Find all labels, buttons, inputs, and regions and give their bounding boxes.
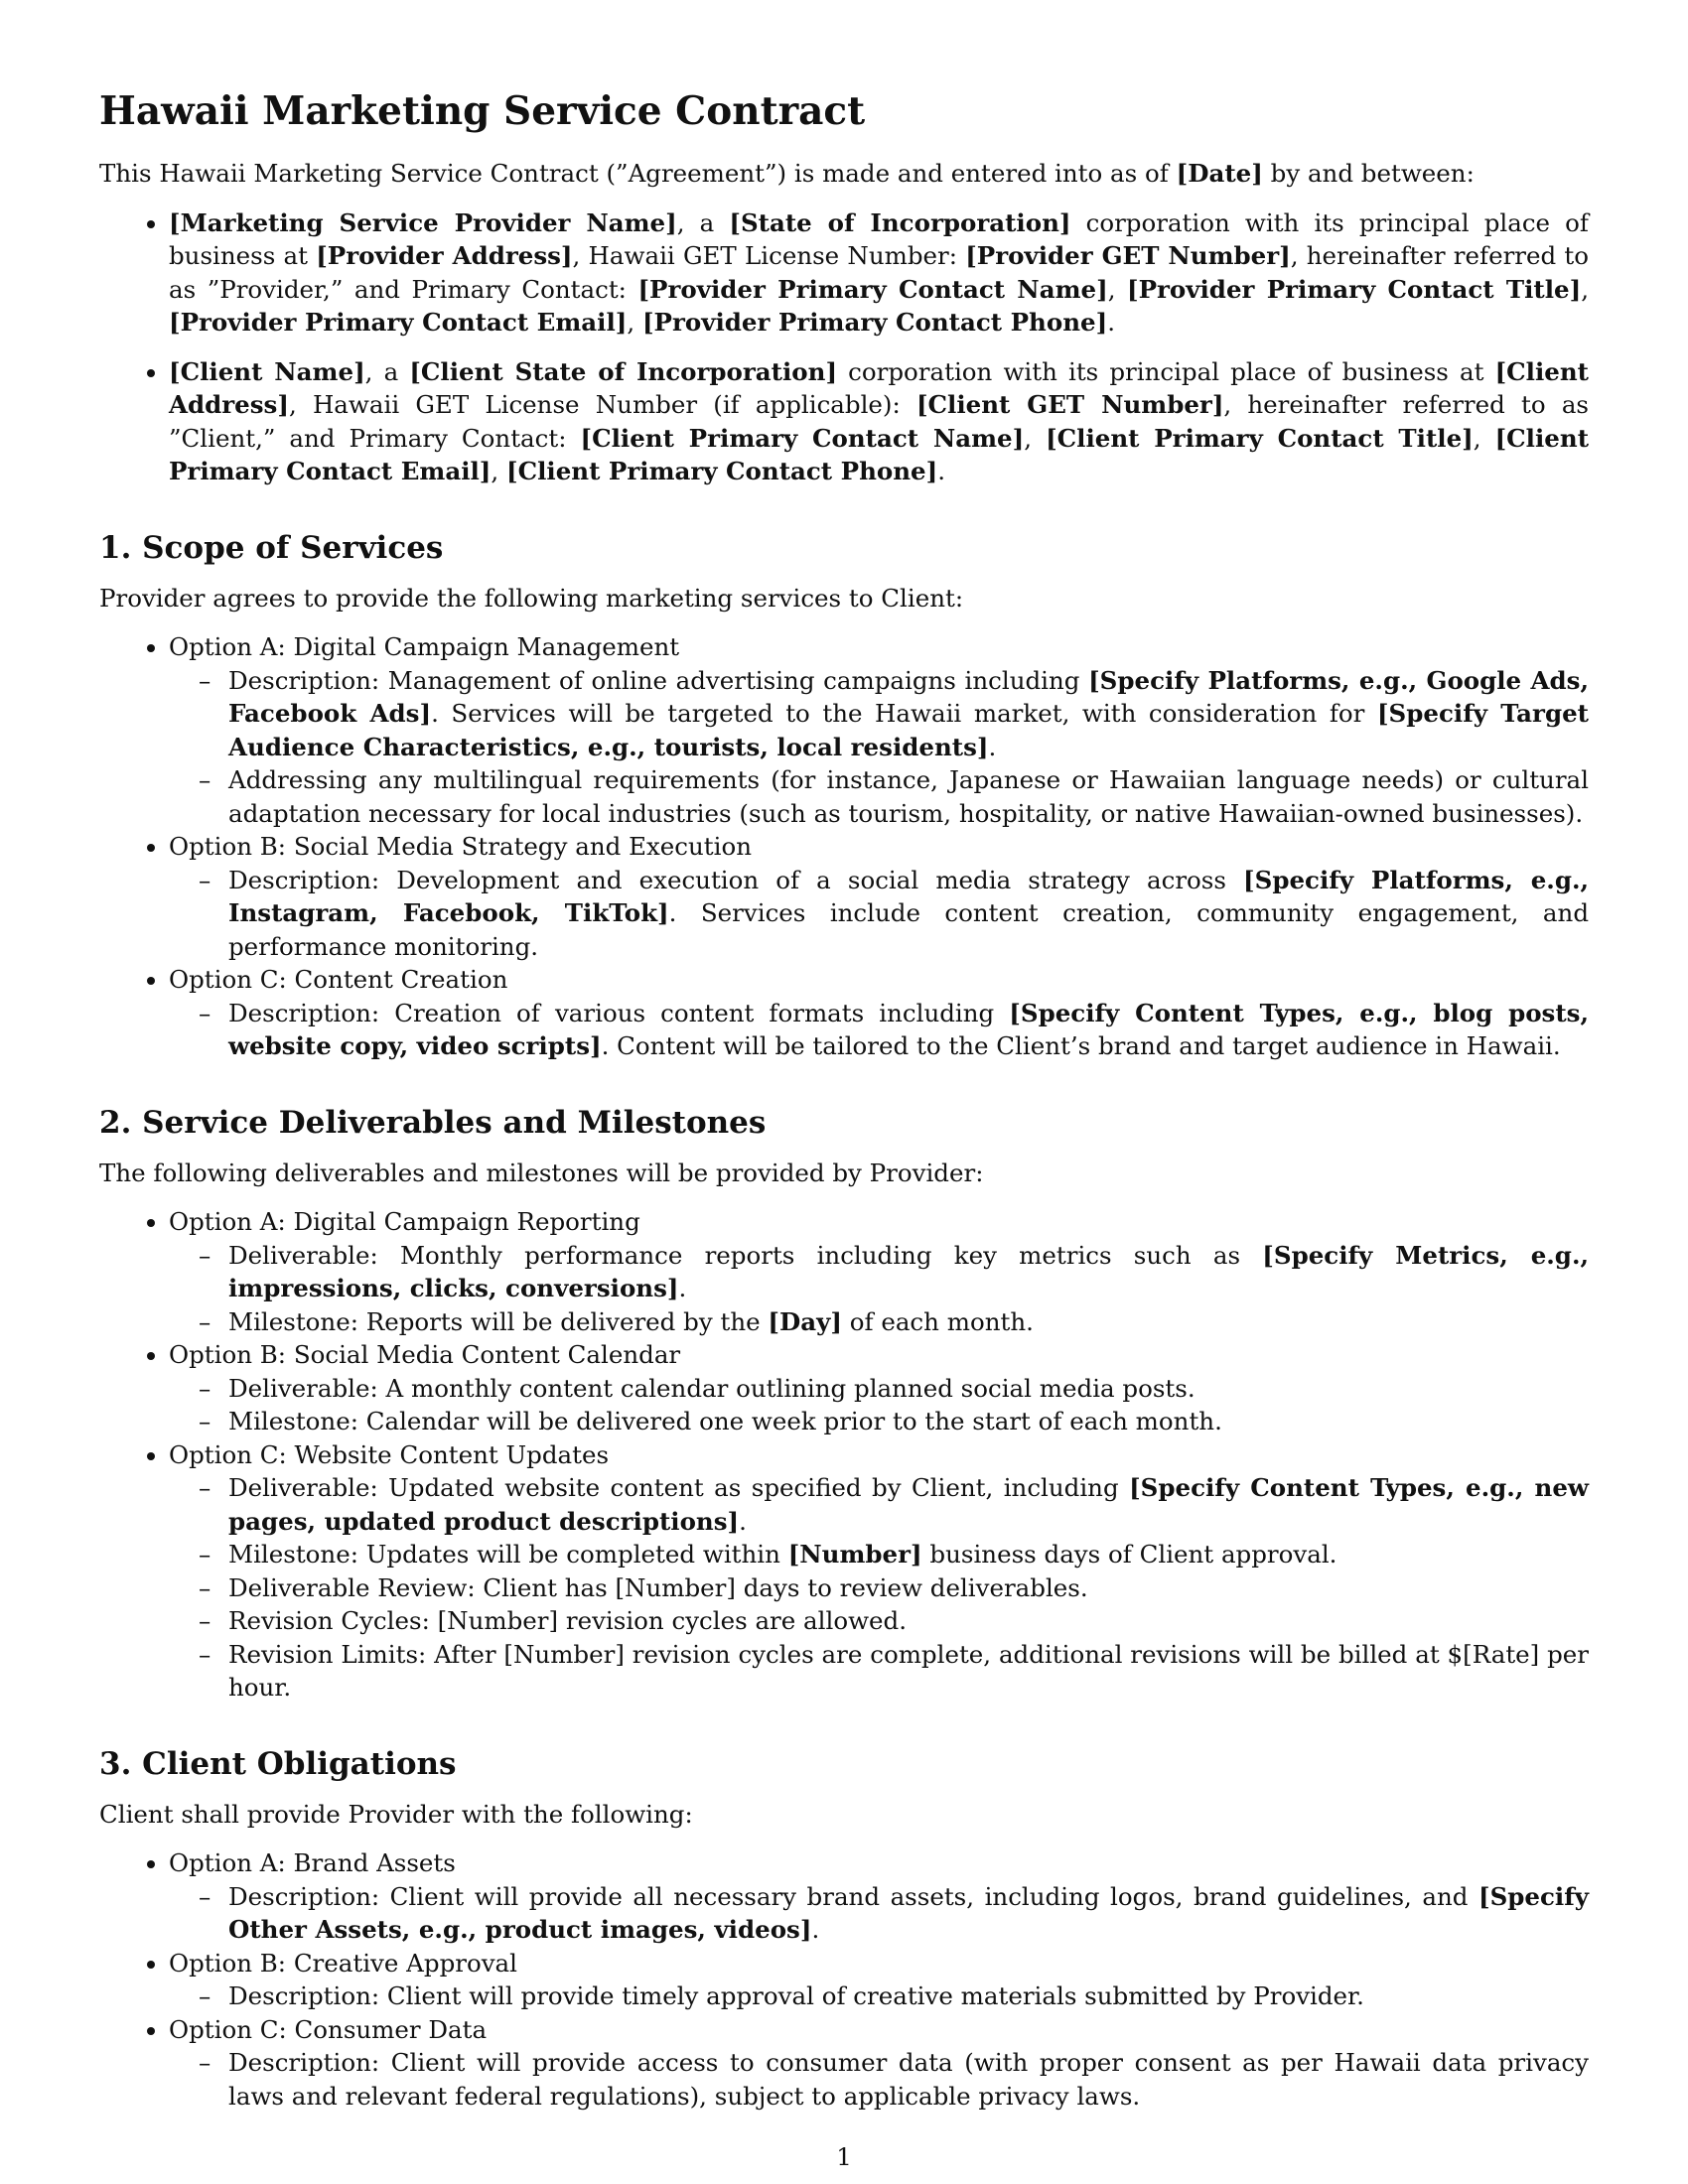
party-text: , <box>491 457 506 485</box>
section-lead: Client shall provide Provider with the following: <box>99 1799 693 1829</box>
sub-list <box>169 1239 1589 1339</box>
party-text: , hereinafter referred to as ”Provider,” and Primary Contact: <box>169 241 1589 304</box>
party-text: , a <box>676 207 730 237</box>
sub-list-item: – Deliverable: A monthly content calendar outlining planned social media posts. <box>228 1372 1589 1406</box>
item-text: Milestone: Reports will be delivered by the <box>228 1306 769 1336</box>
item-text: Description: Client will provide all necessary brand assets, including logos, brand guidelines, and <box>228 1881 1478 1911</box>
placeholder: [Provider Primary Contact Email] <box>169 308 628 337</box>
deliverables-options-list <box>99 1205 1589 1705</box>
sub-list-item <box>228 664 1589 764</box>
party-text: corporation with its principal place of business at <box>169 207 1589 270</box>
sub-list-item <box>228 864 1589 964</box>
placeholder: [Day] <box>768 1306 842 1336</box>
sub-list <box>169 864 1589 964</box>
sub-list-item: – Description: Client will provide timely approval of creative materials submitted by Provider. <box>228 1979 1589 2013</box>
option-label: Option B: Creative Approval <box>169 1948 517 1978</box>
sub-list <box>169 1880 1589 1947</box>
placeholder: [Specify Platforms, e.g., Google Ads, Facebook Ads] <box>228 665 1589 728</box>
list-item <box>169 1438 1589 1705</box>
party-text: . <box>937 457 946 485</box>
party-text: , <box>627 308 642 337</box>
item-text: . <box>811 1915 820 1944</box>
sub-list-item <box>228 1471 1589 1538</box>
document-title: Hawaii Marketing Service Contract <box>99 88 866 134</box>
item-text: . <box>988 732 997 761</box>
party-text: , <box>1107 274 1127 304</box>
option-label: Option C: Website Content Updates <box>169 1439 610 1469</box>
item-text: Description: Management of online advertising campaigns including <box>228 665 1089 695</box>
provider-party <box>169 206 1589 340</box>
sub-list <box>169 997 1589 1063</box>
placeholder: [Client Address] <box>169 356 1590 419</box>
item-text: Deliverable: Monthly performance reports including key metrics such as <box>228 1240 1263 1270</box>
option-label: Option B: Social Media Strategy and Execution <box>169 832 753 861</box>
client-party <box>169 355 1589 488</box>
list-item <box>169 830 1589 963</box>
item-text: . Content will be tailored to the Client’s brand and target audience in Hawaii. <box>601 1031 1561 1060</box>
placeholder: [Provider GET Number] <box>965 241 1291 270</box>
item-text: . Services will be targeted to the Hawaii market, with consideration for <box>431 699 1377 728</box>
sub-list-item <box>228 1305 1589 1339</box>
sub-list-item <box>228 997 1589 1063</box>
list-item <box>169 1846 1589 1947</box>
option-label: Option A: Digital Campaign Reporting <box>169 1207 640 1236</box>
sub-list <box>169 1471 1589 1705</box>
placeholder: [Specify Content Types, e.g., blog posts, website copy, video scripts] <box>228 998 1589 1060</box>
sub-list-item <box>228 1538 1589 1571</box>
placeholder: [Client Primary Contact Email] <box>169 423 1590 485</box>
sub-list-item: – Deliverable Review: Client has [Number] days to review deliverables. <box>228 1571 1589 1605</box>
item-text: of each month. <box>841 1306 1034 1336</box>
item-text: . <box>678 1274 687 1302</box>
party-text: , Hawaii GET License Number: <box>572 241 966 270</box>
date-placeholder: [Date] <box>1176 159 1263 188</box>
option-label: Option A: Digital Campaign Management <box>169 632 680 661</box>
item-text: Deliverable: Updated website content as specified by Client, including <box>228 1473 1130 1502</box>
sub-list-item: – Addressing any multilingual requirements (for instance, Japanese or Hawaiian language needs) or cultural adaptation necessary for local industries (such as tourism, hospitality, or native Hawaiian-owned businesses). <box>228 763 1589 830</box>
section-lead: Provider agrees to provide the following marketing services to Client: <box>99 583 964 613</box>
sub-list-item: – Milestone: Calendar will be delivered one week prior to the start of each month. <box>228 1405 1589 1438</box>
intro-text: This Hawaii Marketing Service Contract (”Agreement”) is made and entered into as of <box>99 159 1177 188</box>
list-item <box>169 1947 1589 2013</box>
placeholder: [Client Name] <box>169 356 365 386</box>
placeholder: [Provider Primary Contact Title] <box>1127 274 1582 304</box>
list-item <box>169 963 1589 1063</box>
placeholder: [Specify Metrics, e.g., impressions, clicks, conversions] <box>228 1240 1590 1302</box>
party-text: , <box>1024 423 1047 453</box>
intro-paragraph <box>99 157 1589 191</box>
item-text: business days of Client approval. <box>921 1540 1337 1569</box>
placeholder: [Client Primary Contact Name] <box>580 423 1025 453</box>
placeholder: [Client Primary Contact Title] <box>1046 423 1474 453</box>
option-label: Option C: Consumer Data <box>169 2014 488 2044</box>
party-text: , hereinafter referred to as ”Client,” and Primary Contact: <box>169 390 1589 453</box>
placeholder: [Specify Platforms, e.g., Instagram, Facebook, TikTok] <box>228 865 1590 927</box>
list-item <box>169 630 1589 830</box>
section-heading-obligations: 3. Client Obligations <box>99 1745 457 1782</box>
placeholder: [Provider Address] <box>316 241 573 270</box>
item-text: Description: Development and execution of a social media strategy across <box>228 865 1244 894</box>
placeholder: [State of Incorporation] <box>729 207 1071 237</box>
party-text: , a <box>364 356 410 386</box>
placeholder: [Provider Primary Contact Name] <box>637 274 1108 304</box>
obligations-options-list <box>99 1846 1589 2113</box>
sub-list <box>169 2046 1589 2113</box>
item-text: Milestone: Updates will be completed within <box>228 1540 788 1569</box>
sub-list-item: – Revision Limits: After [Number] revision cycles are complete, additional revisions will be billed at $[Rate] per hour. <box>228 1638 1589 1705</box>
list-item <box>169 2013 1589 2114</box>
option-label: Option A: Brand Assets <box>169 1848 456 1877</box>
sub-list-item <box>228 1239 1589 1305</box>
placeholder: [Client GET Number] <box>915 390 1224 419</box>
placeholder: [Specify Other Assets, e.g., product images, videos] <box>228 1881 1589 1944</box>
sub-list-item: – Description: Client will provide access to consumer data (with proper consent as per Hawaii data privacy laws and relevant federal regulations), subject to applicable privacy laws. <box>228 2046 1589 2113</box>
sub-list <box>169 664 1589 831</box>
party-text: . <box>1107 308 1116 337</box>
placeholder: [Specify Content Types, e.g., new pages, updated product descriptions] <box>228 1473 1589 1536</box>
placeholder: [Client State of Incorporation] <box>409 356 838 386</box>
section-lead: The following deliverables and milestones will be provided by Provider: <box>99 1158 984 1187</box>
intro-text: by and between: <box>1262 159 1475 188</box>
item-text: Description: Creation of various content formats including <box>228 998 1010 1027</box>
party-text: , <box>1473 423 1495 453</box>
option-label: Option C: Content Creation <box>169 965 508 994</box>
page-number: 1 <box>836 2142 852 2171</box>
placeholder: [Number] <box>787 1540 922 1569</box>
party-text: corporation with its principal place of business at <box>837 356 1495 386</box>
placeholder: [Client Primary Contact Phone] <box>505 457 938 485</box>
sub-list <box>169 1372 1589 1438</box>
parties-list <box>99 206 1589 488</box>
list-item <box>169 1205 1589 1338</box>
list-item <box>169 1338 1589 1438</box>
sub-list-item: – Revision Cycles: [Number] revision cycles are allowed. <box>228 1604 1589 1638</box>
scope-options-list <box>99 630 1589 1063</box>
party-text: , <box>1581 274 1589 304</box>
item-text: . Services include content creation, community engagement, and performance monitoring. <box>228 898 1590 961</box>
section-heading-deliverables: 2. Service Deliverables and Milestones <box>99 1104 767 1141</box>
placeholder: [Provider Primary Contact Phone] <box>641 308 1108 337</box>
party-text: , Hawaii GET License Number (if applicable): <box>288 390 916 419</box>
option-label: Option B: Social Media Content Calendar <box>169 1340 681 1369</box>
placeholder: [Specify Target Audience Characteristics, e.g., tourists, local residents] <box>228 699 1589 761</box>
sub-list-item <box>228 1880 1589 1947</box>
sub-list <box>169 1979 1589 2013</box>
section-heading-scope: 1. Scope of Services <box>99 529 444 566</box>
placeholder: [Marketing Service Provider Name] <box>169 207 677 237</box>
item-text: . <box>739 1506 747 1536</box>
